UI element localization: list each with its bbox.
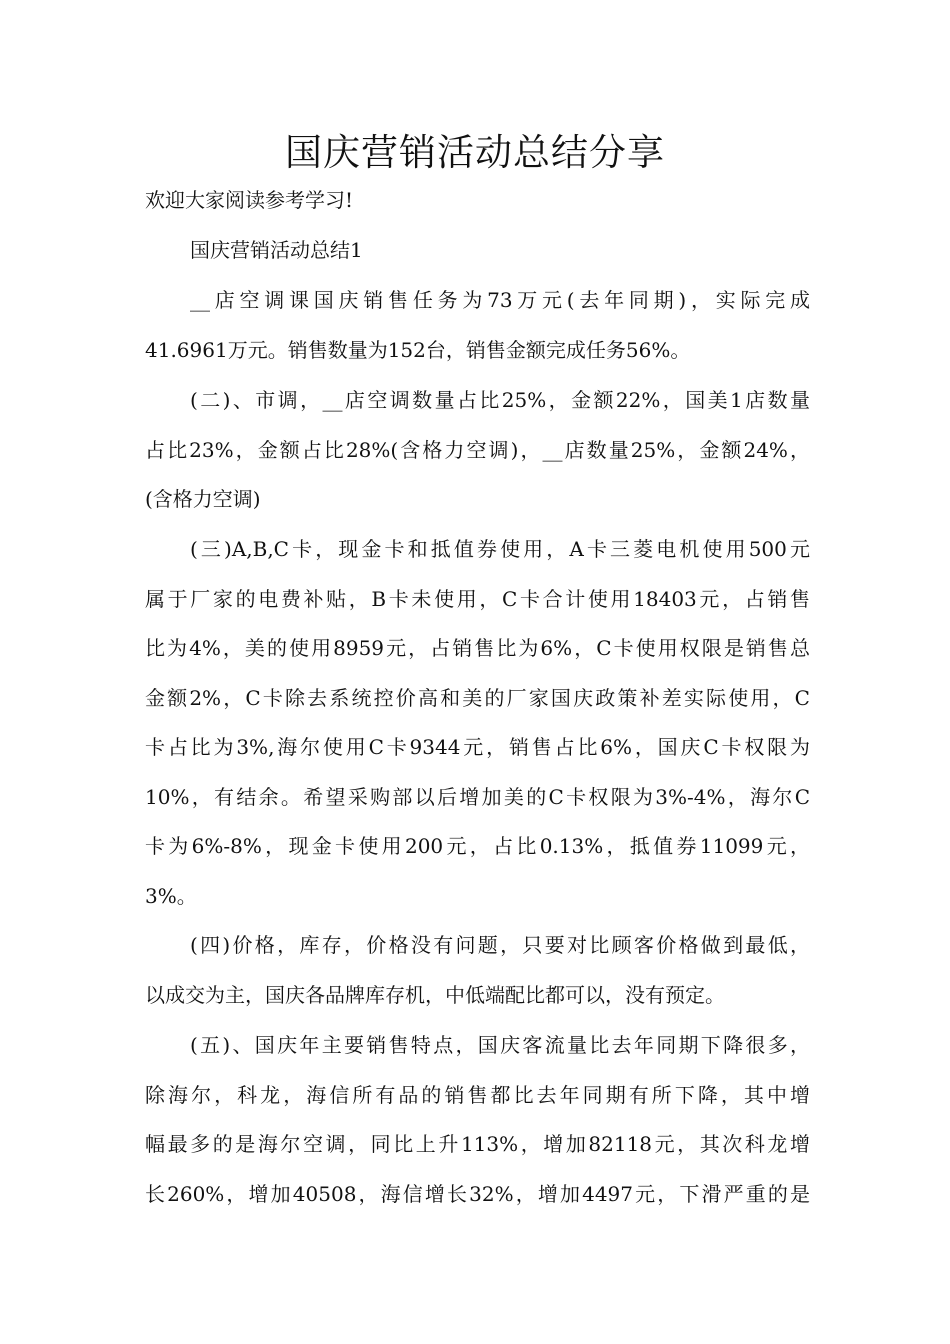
paragraph-line: (四)价格，库存，价格没有问题，只要对比顾客价格做到最低， — [190, 933, 810, 957]
paragraph-1 — [145, 284, 810, 383]
paragraph-line: 幅最多的是海尔空调，同比上升113%，增加82118元，其次科龙增 — [145, 1132, 810, 1156]
paragraph-line: (二)、市调，__店空调数量占比25%，金额22%，国美1店数量 — [190, 388, 810, 412]
document-title: 国庆营销活动总结分享 — [285, 131, 665, 174]
paragraph-line: 比为4%，美的使用8959元，占销售比为6%，C卡使用权限是销售总 — [145, 636, 810, 660]
paragraph-line: 41.6961万元。销售数量为152台，销售金额完成任务56%。 — [145, 337, 691, 362]
paragraph-line: 卡占比为3%,海尔使用C卡9344元，销售占比6%，国庆C卡权限为 — [145, 735, 810, 759]
paragraph-line: 除海尔，科龙，海信所有品的销售都比去年同期有所下降，其中增 — [145, 1082, 810, 1107]
paragraph-4 — [145, 929, 810, 1028]
paragraph-line: __店空调课国庆销售任务为73万元(去年同期)，实际完成 — [190, 288, 810, 312]
paragraph-line: 长260%，增加40508，海信增长32%，增加4497元，下滑严重的是 — [145, 1181, 810, 1206]
paragraph-line: 以成交为主，国庆各品牌库存机，中低端配比都可以，没有预定。 — [145, 982, 725, 1007]
paragraph-2 — [145, 384, 810, 533]
paragraph-line: 3%。 — [145, 883, 197, 908]
paragraph-line: 占比23%，金额占比28%(含格力空调)，__店数量25%，金额24%， — [145, 437, 810, 462]
paragraph-line: (三)A,B,C卡，现金卡和抵值券使用，A卡三菱电机使用500元 — [190, 537, 810, 561]
paragraph-3 — [145, 533, 810, 929]
section-heading: 国庆营销活动总结1 — [190, 238, 363, 262]
paragraph-line: (含格力空调) — [145, 487, 261, 511]
paragraph-line: 属于厂家的电费补贴，B卡未使用，C卡合计使用18403元，占销售 — [145, 586, 810, 611]
paragraph-line: 10%，有结余。希望采购部以后增加美的C卡权限为3%-4%，海尔C — [145, 784, 810, 809]
paragraph-line: (五)、国庆年主要销售特点，国庆客流量比去年同期下降很多， — [190, 1033, 810, 1057]
paragraph-line: 金额2%，C卡除去系统控价高和美的厂家国庆政策补差实际使用，C — [145, 685, 810, 710]
intro-text: 欢迎大家阅读参考学习! — [145, 188, 354, 212]
paragraph-line: 卡为6%-8%，现金卡使用200元，占比0.13%，抵值券11099元， — [145, 834, 810, 858]
paragraph-5 — [145, 1029, 810, 1227]
